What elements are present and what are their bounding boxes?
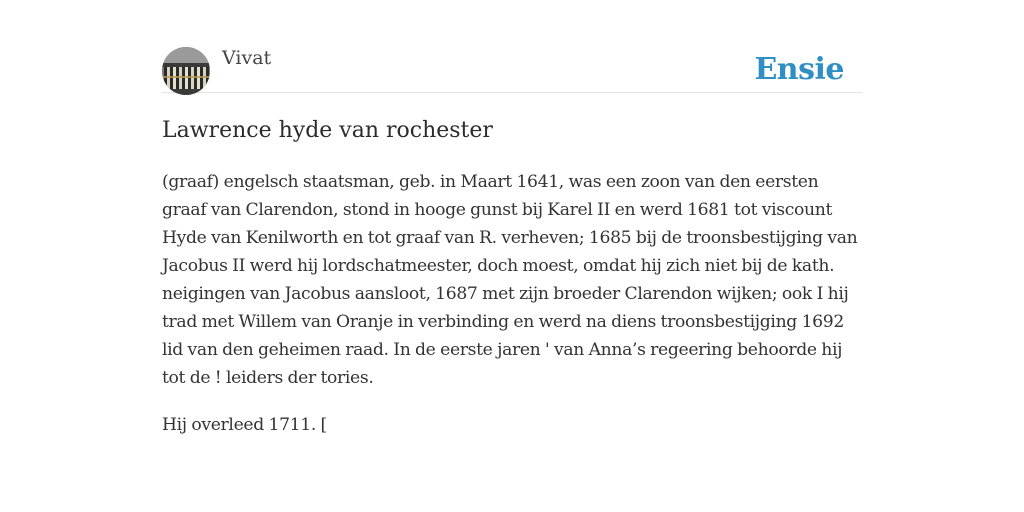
source-name[interactable]: Vivat bbox=[222, 47, 272, 69]
book-spines-icon bbox=[162, 47, 210, 95]
article-paragraph: Hij overleed 1711. [ bbox=[162, 415, 327, 435]
article-body bbox=[162, 168, 862, 458]
article-title: Lawrence hyde van rochester bbox=[162, 118, 493, 143]
header bbox=[162, 46, 862, 93]
article-paragraph: (graaf) engelsch staatsman, geb. in Maart 1641, was een zoon van den eersten graaf van Clarendon, stond in hooge gunst bij Karel II en werd 1681 tot viscount Hyde van Kenilworth en tot graaf van R. verheven; 1685 bij de troonsbestijging van Jacobus II werd hij lordschatmeester, doch moest, omdat hij zich niet bij de kath. neigingen van Jacobus aansloot, 1687 met zijn broeder Clarendon wijken; ook I hij trad met Willem van Oranje in verbinding en werd na diens troonsbestijging 1692 lid van den geheimen raad. In de eerste jaren ' van Anna’s regeering behoorde hij tot de ! leiders der tories. bbox=[162, 172, 858, 388]
avatar[interactable] bbox=[162, 47, 210, 95]
brand-logo[interactable]: Ensie bbox=[754, 52, 844, 87]
